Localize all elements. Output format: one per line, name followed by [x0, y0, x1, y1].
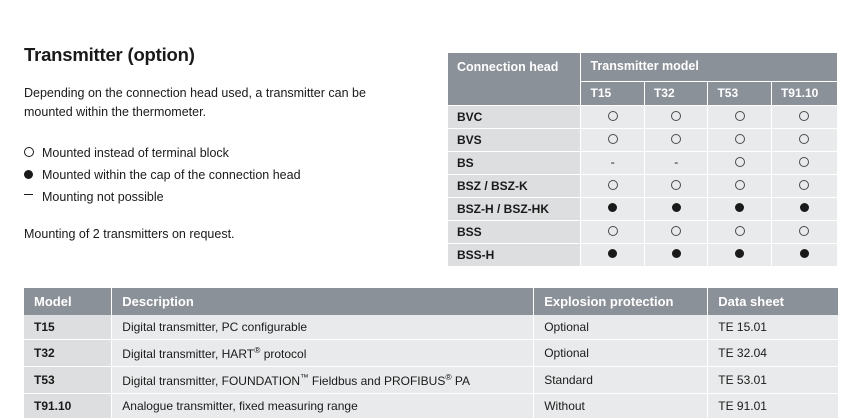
matrix-col-t32: T32 — [644, 82, 707, 106]
table-row — [448, 175, 838, 198]
circle-open-icon — [735, 134, 745, 144]
models-header-data-sheet: Data sheet — [708, 288, 838, 315]
transmitter-section — [24, 44, 424, 241]
table-header-row — [448, 53, 838, 82]
table-row — [24, 315, 838, 340]
circle-open-icon — [799, 111, 809, 121]
matrix-header-connection-head: Connection head — [448, 53, 581, 106]
models-cell-datasheet: TE 91.01 — [708, 394, 838, 419]
matrix-row-label: BSZ / BSZ-K — [448, 175, 581, 198]
circle-open-icon — [671, 134, 681, 144]
dash-icon — [24, 187, 42, 207]
matrix-cell — [644, 106, 707, 129]
matrix-cell — [771, 244, 837, 267]
legend-item — [24, 143, 424, 163]
legend-item-label: Mounting not possible — [42, 189, 164, 204]
page-title: Transmitter (option) — [24, 44, 195, 65]
matrix-cell — [708, 106, 771, 129]
matrix-cell — [581, 244, 644, 267]
matrix-cell — [771, 198, 837, 221]
circle-open-icon — [799, 180, 809, 190]
matrix-row-label: BSZ-H / BSZ-HK — [448, 198, 581, 221]
models-cell-explosion: Without — [534, 394, 708, 419]
circle-filled-icon — [672, 203, 681, 212]
circle-open-icon — [671, 180, 681, 190]
models-cell-datasheet: TE 32.04 — [708, 340, 838, 367]
circle-open-icon — [608, 111, 618, 121]
matrix-cell — [771, 221, 837, 244]
models-cell-description: Analogue transmitter, fixed measuring range — [112, 394, 534, 419]
table-row — [24, 394, 838, 419]
matrix-col-t9110: T91.10 — [771, 82, 837, 106]
circle-open-icon — [671, 226, 681, 236]
matrix-cell — [581, 106, 644, 129]
connection-head-matrix — [447, 52, 838, 267]
legend — [24, 143, 424, 207]
table-row — [448, 106, 838, 129]
models-cell-explosion: Standard — [534, 367, 708, 394]
matrix-cell — [708, 152, 771, 175]
table-row — [448, 244, 838, 267]
matrix-cell — [581, 221, 644, 244]
matrix-col-t15: T15 — [581, 82, 644, 106]
matrix-row-label: BSS — [448, 221, 581, 244]
dash-icon: - — [674, 155, 679, 169]
circle-filled-icon — [672, 249, 681, 258]
matrix-col-t53: T53 — [708, 82, 771, 106]
circle-open-icon — [24, 143, 42, 163]
circle-open-icon — [799, 157, 809, 167]
models-cell-description: Digital transmitter, HART® protocol — [112, 340, 534, 367]
circle-filled-icon — [608, 249, 617, 258]
matrix-header-transmitter-model: Transmitter model — [581, 53, 838, 82]
matrix-row-label: BS — [448, 152, 581, 175]
matrix-cell — [581, 152, 644, 175]
intro-paragraph: Depending on the connection head used, a transmitter can be mounted within the thermometer. — [24, 86, 366, 120]
models-cell-model: T91.10 — [24, 394, 112, 419]
models-header-model: Model — [24, 288, 112, 315]
circle-filled-icon — [24, 165, 42, 185]
models-header-description: Description — [112, 288, 534, 315]
table-row — [24, 367, 838, 394]
table-row — [24, 340, 838, 367]
models-cell-model: T32 — [24, 340, 112, 367]
circle-open-icon — [799, 134, 809, 144]
circle-open-icon — [735, 180, 745, 190]
matrix-cell — [708, 221, 771, 244]
legend-item-label: Mounted instead of terminal block — [42, 145, 229, 160]
models-cell-explosion: Optional — [534, 315, 708, 340]
models-cell-model: T53 — [24, 367, 112, 394]
matrix-cell — [644, 175, 707, 198]
matrix-cell — [644, 129, 707, 152]
circle-filled-icon — [608, 203, 617, 212]
matrix-cell — [708, 198, 771, 221]
transmitter-models-table — [24, 288, 838, 419]
legend-item-label: Mounted within the cap of the connection head — [42, 167, 301, 182]
models-cell-description: Digital transmitter, PC configurable — [112, 315, 534, 340]
table-row — [448, 129, 838, 152]
models-cell-model: T15 — [24, 315, 112, 340]
circle-filled-icon — [735, 249, 744, 258]
models-cell-datasheet: TE 15.01 — [708, 315, 838, 340]
matrix-cell — [644, 244, 707, 267]
matrix-cell — [771, 152, 837, 175]
circle-open-icon — [608, 134, 618, 144]
table-row — [448, 152, 838, 175]
dash-icon: - — [610, 155, 615, 169]
matrix-row-label: BSS-H — [448, 244, 581, 267]
circle-open-icon — [608, 180, 618, 190]
matrix-cell — [708, 244, 771, 267]
matrix-cell — [644, 152, 707, 175]
models-cell-explosion: Optional — [534, 340, 708, 367]
models-header-explosion-protection: Explosion protection — [534, 288, 708, 315]
matrix-cell — [581, 198, 644, 221]
matrix-row-label: BVC — [448, 106, 581, 129]
legend-item — [24, 187, 424, 207]
circle-open-icon — [608, 226, 618, 236]
matrix-cell — [644, 198, 707, 221]
circle-open-icon — [799, 226, 809, 236]
matrix-cell — [708, 129, 771, 152]
circle-filled-icon — [800, 249, 809, 258]
matrix-cell — [771, 106, 837, 129]
circle-open-icon — [735, 226, 745, 236]
note-text: Mounting of 2 transmitters on request. — [24, 226, 235, 241]
circle-filled-icon — [735, 203, 744, 212]
matrix-cell — [708, 175, 771, 198]
matrix-cell — [771, 129, 837, 152]
matrix-cell — [581, 129, 644, 152]
matrix-row-label: BVS — [448, 129, 581, 152]
circle-filled-icon — [800, 203, 809, 212]
models-cell-datasheet: TE 53.01 — [708, 367, 838, 394]
circle-open-icon — [735, 157, 745, 167]
table-row — [448, 198, 838, 221]
legend-item — [24, 165, 424, 185]
circle-open-icon — [671, 111, 681, 121]
matrix-cell — [771, 175, 837, 198]
matrix-cell — [581, 175, 644, 198]
matrix-cell — [644, 221, 707, 244]
table-header-row — [24, 288, 838, 315]
models-cell-description: Digital transmitter, FOUNDATION™ Fieldbus and PROFIBUS® PA — [112, 367, 534, 394]
circle-open-icon — [735, 111, 745, 121]
table-row — [448, 221, 838, 244]
